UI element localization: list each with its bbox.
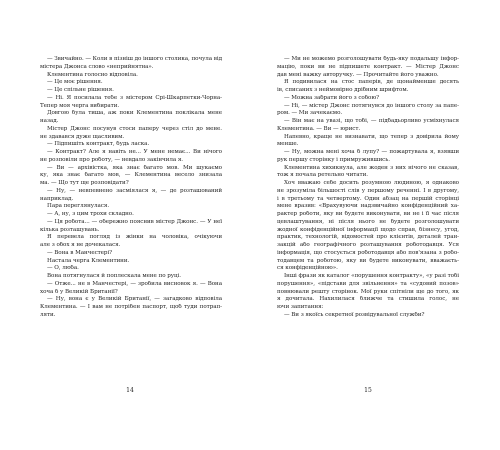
text-line: кілька розташувань. <box>40 226 100 233</box>
text-line: — Ну, можна мені хоча б лупу? — пожартувала я, взявши <box>284 149 459 155</box>
text-line: містера Джонса слово «неприйнятна». <box>40 63 154 70</box>
text-line: — Контракт? Але я навіть не... У мене немає... Ви нічого <box>47 149 222 155</box>
left-page-text <box>40 56 222 320</box>
text-line: — Ні, — містер Джонс потягнувся до іншого столу за папе- <box>284 102 459 109</box>
text-line: ма. — Що тут ще розповідати? <box>40 180 129 186</box>
text-line: тодавцем та роботою, яку ви будете виконувати, вважаєть- <box>277 257 459 264</box>
text-line: закцій або географічного розташування роботодавця. Уся <box>277 242 459 248</box>
text-line: Тепер моя черга вибирати. <box>40 102 120 109</box>
text-line: — Ви — архівістка, яка знає багато мов. Ми шукаємо <box>47 164 222 171</box>
text-line: — Ну, вона є у Великій Британії, — загадково відповіла <box>47 296 222 303</box>
text-line: Клементина. — І вам не потрібен паспорт, щоб туди потрап- <box>40 304 222 310</box>
text-line: — Ні. Я посилала тебе з містером Срі-Шкарпетки-Чорна- <box>47 94 222 101</box>
text-line: — Ну, — невпевнено засміялася я, — де розташований <box>47 187 222 194</box>
text-line: практик, технологій, відомостей про клієнтів, деталей тран- <box>277 234 459 241</box>
text-line: рук першу сторінку і примружившись. <box>277 156 390 163</box>
text-line: хоча б у Великій Британії? <box>40 288 118 295</box>
text-line: не здавався дуже щасливим. <box>40 133 125 140</box>
text-line: — Ви з якоїсь секретної розвідувальної служби? <box>284 311 425 318</box>
text-line: Я подивилася на стос паперів, де щонайменше десять <box>284 79 459 86</box>
text-line: Клементина. — Ви — юрист. <box>277 125 361 132</box>
text-line: Клементина хихикнула, але жоден з них нічого не сказав, <box>284 164 459 171</box>
text-line: рактер роботи, яку ви будете виконувати, ви не і її час після <box>277 211 459 217</box>
text-line: менше. <box>277 141 299 148</box>
text-line: — Підпишіть контракт, будь ласка. <box>47 141 150 148</box>
text-line: — Отже... не в Манчестері, — зробила висновок я. — Вона <box>47 280 222 287</box>
text-line: не розповіли про роботу, — невдало закінчила я. <box>40 156 184 163</box>
text-line: Містер Джонс посунув стоси паперу через стіл до мене. <box>47 125 222 132</box>
left-page-number: 14 <box>126 387 134 394</box>
right-page-number: 15 <box>364 387 372 394</box>
right-page-text <box>277 56 459 320</box>
right-page <box>250 0 500 450</box>
text-line: мацію, поки ви не підпишете контракт. — Містер Джонс <box>277 63 459 70</box>
text-line: — Це моє рішення. <box>47 79 103 86</box>
text-line: — Вона в Манчестері? <box>47 249 113 256</box>
text-line: ку, яка знає багато мов, — Клементина весело знизала <box>40 172 222 179</box>
text-line: інформація, що стосується роботодавця або пов'язана з робо- <box>277 249 459 256</box>
text-line: ів, списаних з неймовірно дрібним шрифтом. <box>277 87 409 93</box>
text-line: ром. — Ми зачекаємо. <box>277 110 343 117</box>
text-line: Вона потягнулася й поплескала мене по руці. <box>47 273 181 279</box>
text-line: ляти. <box>40 311 56 318</box>
text-line: порушення», «підстави для звільнення» та «судовий позов» <box>277 280 459 287</box>
text-line: не зрозуміла більшості слів у першому реченні. І в другому, <box>277 187 459 194</box>
text-line: — Він має на увазі, що тобі, — підбадьорливо усміхнулася <box>284 118 459 124</box>
text-line: мене вразив: «Врахувуючи надзвичайно конфіденційний ха- <box>277 203 459 210</box>
text-line: — Ми не можемо розголошувати будь-яку подальшу інфор- <box>284 56 459 62</box>
text-line: Інші фрази як каталог «порушення контракту», «у разі тобі <box>284 273 459 279</box>
text-line: ючи запитання: <box>277 304 324 310</box>
text-line: — Ця робота... — обережно пояснив містер Джонс. — У неї <box>47 218 222 225</box>
text-line: тож я почала ретельно читати. <box>277 172 368 179</box>
text-line: Напевно, краще не визнавати, що тепер з довірила йому <box>284 133 459 140</box>
text-line: я дочитала. Нахилилася ближче та стишила голос, не <box>277 296 459 303</box>
text-line: — Це спільне рішення. <box>47 87 114 93</box>
text-line: Пара переглянулася. <box>47 203 110 210</box>
text-line: — Звичайно. — Коли в пізніш до іншого столика, почула від <box>47 56 222 62</box>
text-line: і в третьому та четвертому. Один абзац на першій сторінці <box>277 195 459 202</box>
text-line: назад. <box>40 118 59 124</box>
text-line: жодної конфіденційної інформації щодо справ, бізнесу, угод, <box>277 226 459 233</box>
text-line: Хоч вважаю себе досить розумною людиною, я однаково <box>284 180 459 186</box>
text-line: — О, люба. <box>47 265 79 272</box>
text-line: але з обох я не дочекалася. <box>40 242 121 248</box>
text-line: — А, ну, з цим трохи складно. <box>47 211 134 217</box>
text-line: Довгою була тиша, аж поки Клементина поклікала мене <box>47 110 222 117</box>
text-line: цевлаштування, ні після нього не будете розголошувати <box>277 218 459 225</box>
text-line: ся конфіденційною». <box>277 265 338 272</box>
text-line: Клементина голосно відповіла. <box>47 71 138 78</box>
text-line: дав мені важку авторучку. — Прочитайте його уважно. <box>277 71 439 78</box>
text-line: наприклад. <box>40 195 74 202</box>
text-line: повнювали решту сторінок. Мої руки спітніли ще до того, як <box>277 288 459 295</box>
text-line: — Можна забрати його з собою? <box>284 94 380 101</box>
text-line: Я перевела погляд із жінки на чоловіка, очікуючи <box>47 234 222 241</box>
text-line: Настала черга Клементини. <box>47 257 130 264</box>
